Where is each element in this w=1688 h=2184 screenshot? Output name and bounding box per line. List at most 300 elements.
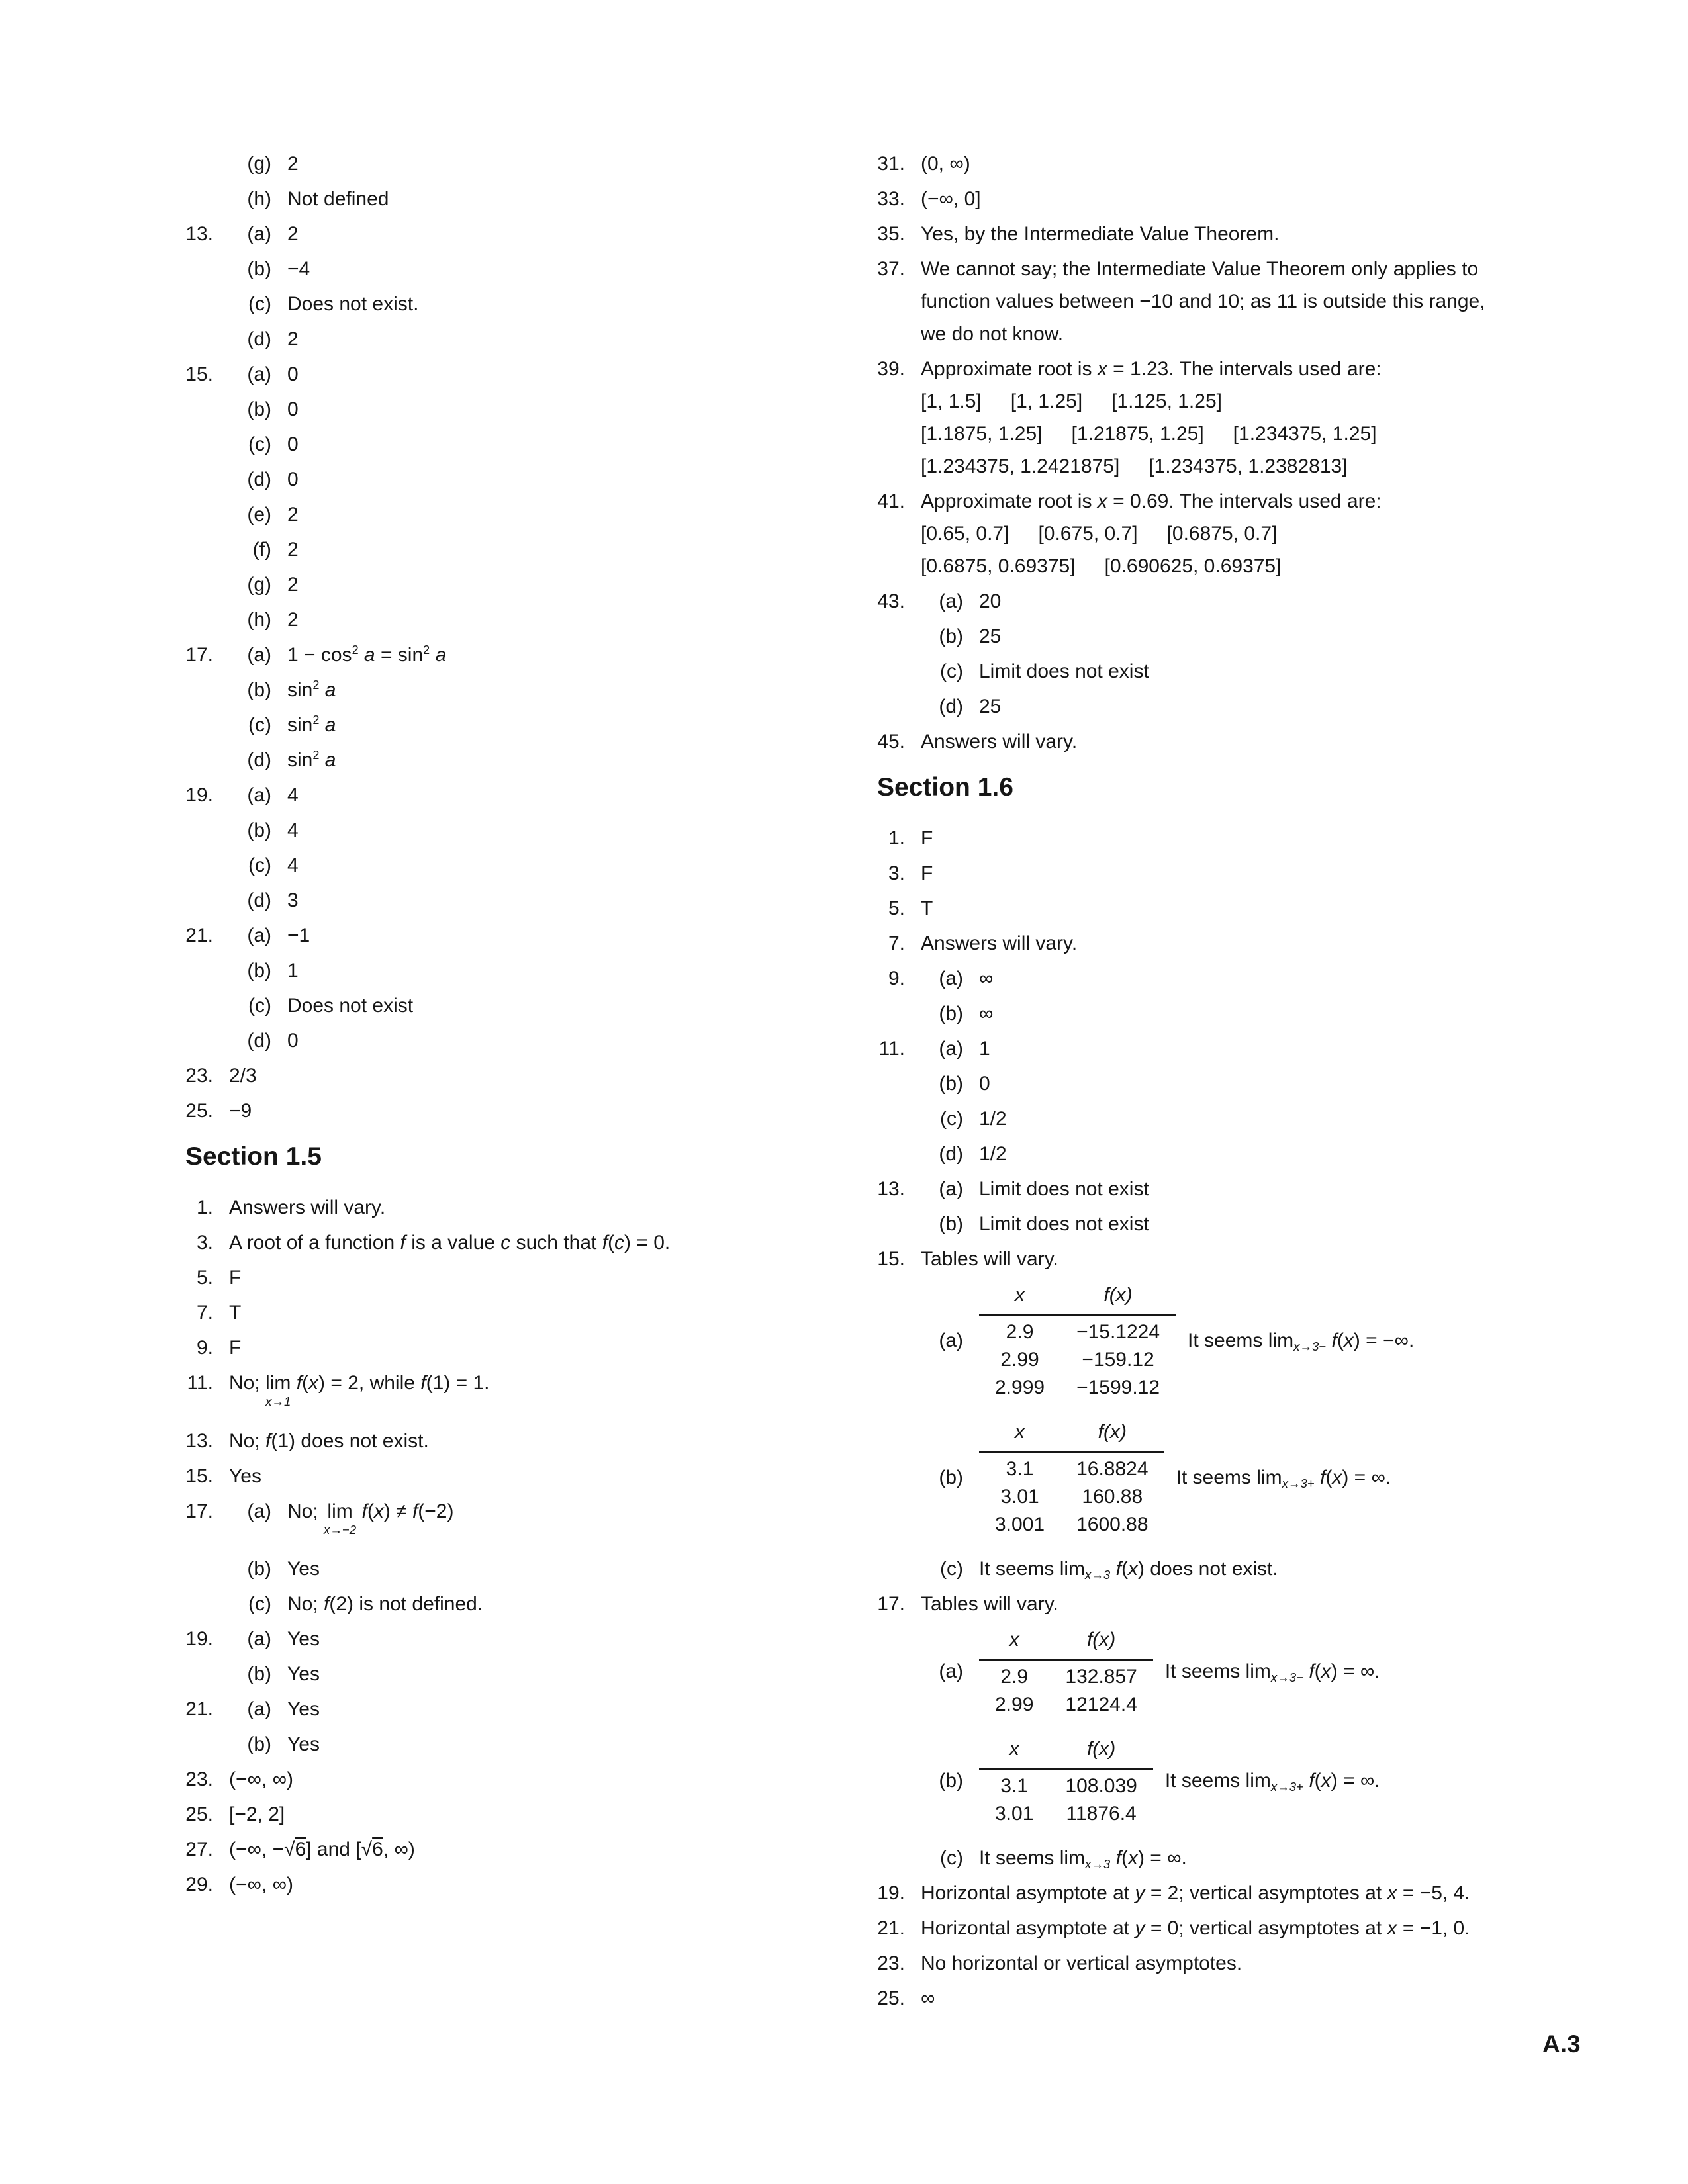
answer-text [229,1837,415,1863]
answer-content [287,747,336,774]
answer-text [287,1591,483,1617]
part-label: (b) [939,1213,963,1235]
math-variable: c [500,1232,511,1253]
answer-content [979,659,1149,685]
answer-content [287,1028,299,1054]
item-number: 13. [185,1430,213,1452]
item-number: 13. [185,223,213,245]
part-label: (a) [247,784,271,806]
item-number: 27. [185,1839,213,1861]
text-segment: = sin [375,644,424,666]
fx-table-cell: −1599.12 [1076,1377,1160,1398]
fx-table-header: x [979,1627,1049,1660]
item-number: 7. [888,933,905,954]
answer-content [921,1880,1470,1907]
text-segment: = −5, 4. [1397,1882,1470,1904]
text-segment: 2 [287,539,299,561]
answer-content [921,860,933,887]
answer-row [857,1001,1612,1027]
answer-content [229,1300,241,1326]
answer-content [921,356,1382,480]
answer-text [287,537,299,563]
answer-text [921,1591,1058,1617]
answer-row [165,572,794,598]
answer-row [857,895,1612,922]
answer-row [165,1300,794,1326]
fx-table-head [979,1627,1153,1660]
text-segment: 4 [287,819,299,841]
text-segment: 20 [979,590,1002,612]
text-segment: ) = ∞. [1331,1660,1380,1682]
answer-content [287,642,446,668]
answer-content [287,782,299,809]
answer-content [287,326,299,353]
text-segment: 0 [979,1073,990,1095]
continuation-line [921,388,1382,415]
fx-table-header: f(x) [1049,1736,1152,1769]
text-segment: It seems [1164,1769,1246,1792]
radicand: 6 [295,1839,306,1861]
answer-content [921,895,933,922]
math-variable: a [319,749,336,771]
part-label: (a) [939,590,963,612]
fx-table-header-row [979,1736,1153,1769]
text-segment: Limit does not exist [979,1213,1149,1235]
limit-subscript: x→3+ [1282,1476,1315,1490]
answer-row [165,1028,794,1054]
answer-text [287,151,299,177]
answer-row [857,221,1612,248]
item-number: 7. [196,1302,213,1324]
fx-table-head [979,1282,1176,1315]
math-variable: x [1127,1558,1138,1580]
fx-table-cell: 2.99 [995,1694,1034,1715]
answer-row [165,993,794,1019]
interval: [1, 1.25] [1010,390,1083,412]
section-heading: Section 1.6 [877,773,1013,801]
limit-operator [1246,1770,1303,1792]
answer-text [287,1696,320,1723]
answer-content [287,993,413,1019]
text-segment: ( [1121,1558,1128,1580]
fx-table-cell: 132.857 [1065,1666,1137,1688]
text-segment: 4 [287,784,299,806]
answer-content [229,1766,293,1793]
answer-text [979,623,1001,650]
answer-row [857,1985,1612,2012]
text-segment: sin [287,714,313,736]
answer-row [165,396,794,423]
part-label: (b) [939,625,963,647]
superscript: 2 [352,643,359,657]
answer-row [165,923,794,949]
text-segment: ] and [ [306,1839,361,1861]
fx-table [979,1736,1153,1825]
text-segment: Horizontal asymptote at [921,1882,1135,1904]
part-label: (d) [247,889,271,911]
text-segment: (2) is not defined. [329,1593,483,1615]
fx-table-body [979,1315,1176,1400]
part-label: (h) [247,188,271,210]
text-segment: Yes [287,1733,320,1756]
answer-text [287,642,446,668]
math-variable: f [296,1372,303,1394]
answer-content [229,1801,285,1828]
fx-table [979,1282,1176,1399]
answer-content [921,1950,1242,1977]
fx-table-cell: −159.12 [1082,1349,1154,1371]
answer-text [229,1335,241,1361]
text-segment: such that [510,1232,602,1253]
answer-text [287,993,413,1019]
text-segment [1110,1847,1115,1869]
text-segment: It seems [1176,1466,1257,1488]
answer-text [921,1246,1058,1273]
item-number: 35. [877,223,905,245]
radical-sign: √ [284,1839,295,1861]
item-number: 25. [185,1100,213,1122]
limit-conclusion [1165,1768,1380,1794]
text-segment: Tables will vary. [921,1593,1058,1615]
text-segment: ) ≠ [383,1500,412,1522]
answer-row [165,1063,794,1089]
math-variable: f [1320,1466,1326,1488]
answer-row [857,1246,1612,1273]
answer-content [287,677,336,704]
limit-label: lim [1245,1769,1271,1792]
fx-table-data-row [979,1797,1153,1825]
math-variable: f [1309,1660,1315,1682]
answer-row [165,1498,794,1537]
answer-content [921,1985,935,2012]
text-segment: (−2) [418,1500,454,1522]
fx-table-data-row [979,1480,1164,1508]
math-variable: a [430,644,447,666]
part-label: (a) [247,925,271,946]
limit-subscript: x→3− [1293,1339,1327,1353]
answer-row [165,256,794,283]
math-variable: x [1321,1660,1331,1682]
item-number: 21. [877,1917,905,1939]
fx-table-header: f(x) [1060,1282,1176,1315]
math-variable: f [1115,1847,1121,1869]
answer-row [165,958,794,984]
answer-content [287,396,299,423]
table-row [857,1627,1612,1716]
text-segment: ) = ∞. [1137,1847,1187,1869]
math-variable: f [1331,1329,1337,1351]
answer-text [921,488,1382,515]
math-variable: f [1309,1769,1315,1792]
math-variable: y [1135,1917,1145,1939]
math-variable: y [1135,1882,1145,1904]
answer-content [921,488,1382,580]
part-label: (a) [247,644,271,666]
text-segment: = 0.69. The intervals used are: [1107,490,1382,512]
answer-row [857,623,1612,650]
answer-row [165,326,794,353]
answer-row [165,1872,794,1898]
part-label: (c) [248,854,271,876]
item-number: 9. [888,968,905,989]
item-number: 33. [877,188,905,210]
answer-row [165,432,794,458]
text-segment: , ∞) [383,1839,415,1861]
fx-table-data-row [979,1452,1164,1481]
fx-table-header: x [979,1736,1049,1769]
part-label: (a) [247,363,271,385]
answer-row [165,607,794,633]
answer-text [287,256,310,283]
fx-table-data-row [979,1769,1153,1798]
part-label: (a) [247,223,271,245]
fx-table [979,1627,1153,1716]
answer-row [165,1428,794,1455]
math-variable: c [614,1232,625,1253]
text-segment: ( [1325,1466,1333,1488]
item-number: 17. [185,644,213,666]
limit-operator [1060,1558,1111,1580]
answer-content [287,958,299,984]
part-label: (a) [939,1660,963,1682]
answer-content [229,1428,429,1455]
answer-text [287,221,299,248]
answer-text [921,1950,1242,1977]
text-segment: No; [229,1430,266,1452]
answer-text [287,502,299,528]
part-label: (c) [940,1847,963,1869]
item-number: 3. [196,1232,213,1253]
limit-operator [1268,1330,1326,1351]
answer-text [979,1141,1007,1167]
radical [284,1839,306,1860]
part-label: (d) [247,1030,271,1052]
answer-row [857,588,1612,615]
text-segment: T [921,897,933,919]
fx-table-cell: 11876.4 [1066,1803,1137,1825]
answer-text [229,1370,490,1408]
fx-table-cell: 160.88 [1082,1486,1143,1508]
text-segment: Does not exist [287,995,414,1017]
answer-row [165,817,794,844]
item-number: 1. [888,827,905,849]
text-segment: 2 [287,328,299,350]
item-number: 15. [185,1465,213,1487]
answer-text [921,729,1077,755]
answer-text [979,1211,1149,1238]
item-number: 9. [196,1337,213,1359]
fx-table-cell: 2.999 [995,1377,1045,1398]
answer-content [979,1036,990,1062]
answer-row [165,1661,794,1688]
answer-content [287,186,389,212]
math-variable: x [1097,490,1107,512]
part-label: (b) [939,1003,963,1024]
answer-content [921,1246,1058,1273]
text-segment: −4 [287,258,310,280]
answer-text [979,588,1001,615]
answer-content [229,1463,261,1490]
answer-text [287,326,299,353]
math-variable: x [1127,1847,1138,1869]
text-segment: −9 [229,1100,252,1122]
text-segment: is a value [405,1232,501,1253]
fx-table-cell: 3.001 [995,1514,1045,1535]
continuation-line [921,453,1382,480]
item-number: 45. [877,731,905,752]
fx-table-header: f(x) [1060,1419,1164,1452]
answer-text [921,256,1485,283]
item-number: 25. [185,1803,213,1826]
limit-subscript: x→3− [1270,1670,1303,1684]
answer-text [287,291,418,318]
math-variable: x [1387,1917,1397,1939]
answer-content [287,1626,320,1653]
answer-text [287,958,299,984]
item-number: 29. [185,1874,213,1896]
math-variable: f [420,1372,426,1394]
answer-text [287,1661,320,1688]
answer-row [165,782,794,809]
continuation-line [921,553,1382,580]
part-label: (f) [252,539,271,561]
text-segment: Answers will vary. [921,731,1078,752]
math-variable: f [400,1232,406,1253]
answer-row [857,1036,1612,1062]
text-segment: Limit does not exist [979,1178,1149,1200]
text-segment: = −1, 0. [1397,1917,1470,1939]
part-label: (b) [939,1466,963,1488]
fx-table-cell: 1600.88 [1076,1514,1149,1535]
radical [361,1839,383,1860]
limit-label: lim [1059,1847,1086,1869]
superscript: 2 [312,749,320,762]
fx-table-data-row [979,1660,1153,1689]
fx-table-header-row [979,1419,1164,1452]
part-label: (a) [939,1329,963,1351]
answer-text [979,1106,1007,1132]
continuation-line [921,521,1382,547]
answer-content [229,1370,490,1408]
text-segment: (1) does not exist. [271,1430,429,1452]
fx-table-data-row [979,1508,1164,1536]
text-segment: ( [367,1500,374,1522]
text-segment: ∞ [979,968,994,989]
part-label: (b) [247,819,271,841]
item-number: 13. [877,1178,905,1200]
text-segment: sin [287,679,313,701]
answer-text [287,852,299,879]
answer-text [979,1071,990,1097]
text-segment: 0 [287,469,299,490]
limit-operator [1256,1467,1314,1488]
part-label: (a) [247,1500,271,1522]
text-segment: Tables will vary. [921,1248,1058,1270]
text-segment: It seems [979,1847,1060,1869]
item-number: 17. [877,1593,905,1615]
answer-content [979,1001,993,1027]
answer-row [857,1176,1612,1203]
answer-text [979,1845,1187,1872]
text-segment: No; [229,1372,266,1394]
math-variable: x [1321,1769,1331,1792]
answer-content [287,852,299,879]
text-segment: ∞ [921,1987,935,2009]
limit-operator [265,1373,291,1408]
text-segment: Yes [287,1663,320,1686]
fx-table-head [979,1419,1164,1452]
answer-text [229,1463,261,1490]
text-segment: −1 [287,925,310,946]
text-segment: Horizontal asymptote at [921,1917,1135,1939]
answer-text [287,677,336,704]
superscript: 2 [312,713,320,727]
answer-text [287,572,299,598]
text-segment: = 1.23. The intervals used are: [1107,358,1382,380]
answer-row [857,1211,1612,1238]
part-label: (c) [940,1558,963,1580]
text-segment: 0 [287,1030,299,1052]
answer-row [165,1370,794,1408]
part-label: (c) [940,660,963,682]
text-segment [291,1372,296,1394]
answer-row [165,642,794,668]
fx-table-cell: 2.9 [1006,1321,1034,1343]
part-label: (c) [248,433,271,455]
item-number: 19. [877,1882,905,1904]
item-number: 23. [185,1768,213,1791]
answer-text [229,1872,293,1898]
answer-text [287,747,336,774]
fx-table-body [979,1452,1164,1537]
text-segment: [−2, 2] [229,1803,285,1826]
limit-label: lim [1268,1329,1294,1351]
answer-text [979,1176,1149,1203]
item-number: 23. [185,1065,213,1087]
part-label: (b) [247,398,271,420]
text-segment: (−∞, ∞) [229,1768,293,1791]
answer-text [287,923,310,949]
text-segment: 4 [287,854,299,876]
text-segment: = 2; vertical asymptotes at [1145,1882,1387,1904]
text-segment: (0, ∞) [921,153,970,175]
answer-content [979,588,1001,615]
limit-subscript: x→3+ [1270,1779,1303,1794]
answer-content [979,1106,1007,1132]
limit-conclusion [1188,1328,1414,1354]
answer-row [165,1265,794,1291]
answer-row [165,361,794,388]
limit-operator [324,1502,356,1537]
text-segment: No; [287,1500,324,1522]
math-variable: x [1343,1329,1354,1351]
answer-text [287,432,299,458]
answer-text [921,825,933,852]
part-label: (g) [247,153,271,175]
fx-table-header: f(x) [1049,1627,1152,1660]
math-variable: a [319,679,336,701]
answer-content [287,1661,320,1688]
table-row [857,1282,1612,1399]
text-segment: ) = ∞. [1331,1769,1380,1792]
text-segment: 2 [287,223,299,245]
item-number: 1. [196,1197,213,1218]
interval: [1.234375, 1.25] [1233,423,1377,445]
limit-subscript: x→−2 [324,1522,357,1537]
answer-content [287,1498,453,1537]
answer-row [165,1463,794,1490]
answer-row [857,1915,1612,1942]
